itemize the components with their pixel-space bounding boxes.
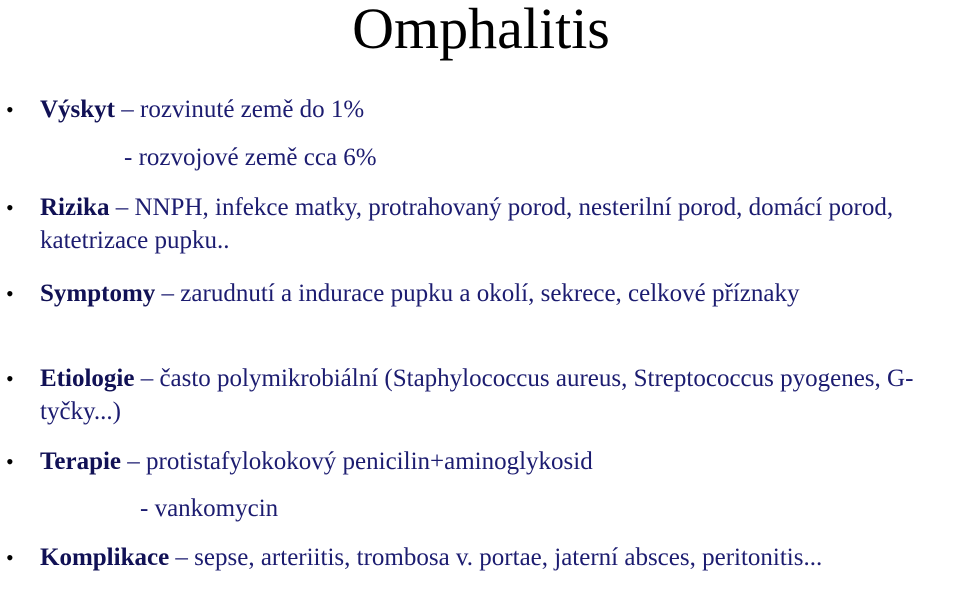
item-text: – rozvinuté země do 1% — [115, 96, 365, 123]
bullet-icon: • — [6, 449, 14, 474]
bullet-icon: • — [6, 545, 14, 570]
bullet-item-vyskyt — [6, 93, 955, 126]
item-label: Terapie — [40, 448, 122, 475]
bullet-item-rizika — [6, 191, 940, 257]
bullet-item-etiologie — [6, 362, 958, 428]
bullet-item-komplikace — [6, 541, 920, 574]
item-label: Výskyt — [40, 96, 116, 123]
item-text: – často polymikrobiální (Staphylococcus aureus, Streptococcus pyogenes, G- tyčky...) — [40, 365, 914, 425]
bullet-icon: • — [6, 281, 14, 306]
item-text: – sepse, arteriitis, trombosa v. portae, jaterní absces, peritonitis... — [169, 544, 823, 571]
item-label: Symptomy — [40, 280, 156, 307]
bullet-item-terapie — [6, 445, 955, 478]
continuation-line-vyskyt: - rozvojové země cca 6% — [124, 144, 377, 171]
bullet-item-symptomy — [6, 277, 920, 310]
item-text: – zarudnutí a indurace pupku a okolí, sekrece, celkové příznaky — [155, 280, 800, 307]
item-label: Rizika — [40, 194, 110, 221]
bullet-icon: • — [6, 97, 14, 122]
item-text: – protistafylokokový penicilin+aminoglykosid — [121, 448, 593, 475]
bullet-icon: • — [6, 366, 14, 391]
slide-title: Omphalitis — [352, 0, 610, 61]
bullet-icon: • — [6, 195, 14, 220]
item-text: – NNPH, infekce matky, protrahovaný porod, nesterilní porod, domácí porod, katetrizace pupku.. — [40, 194, 894, 254]
continuation-line-terapie: - vankomycin — [140, 495, 279, 522]
item-label: Etiologie — [40, 365, 135, 392]
item-label: Komplikace — [40, 544, 170, 571]
